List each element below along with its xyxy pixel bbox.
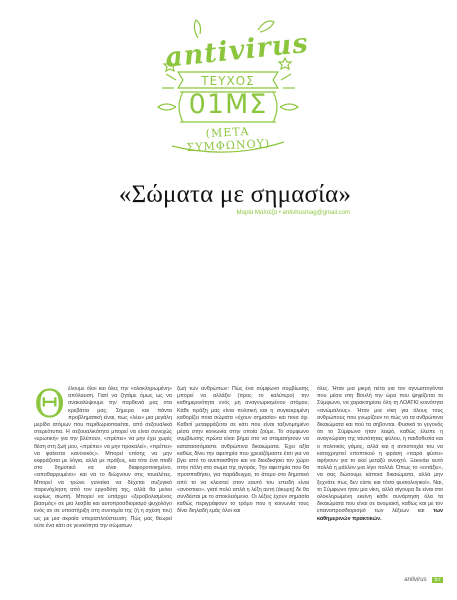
emblem-brand: antivirus bbox=[163, 27, 311, 74]
article-byline: Μαρία Μαλτέζα • antivirusmag@gmail.com bbox=[236, 210, 350, 216]
column-3-text: όλες. Ήταν μια μικρή πέτα για τον αγνωστογόντα που μέσα στη Βουλή την ώρα που ψηφίζεται το Σύμφωνο, να χαρακτηρίσει όλη τη ΛΟΑΤΚΙ κοινότητα «ανώμαλους». Ήταν μια νίκη για όλους τους ανθρώπους που γνωρίζουν το πώς να τα ανθρώπινα δικαιώματα και πού τα σήβονται. Φυσικά το γεγονός ότι το Σύμφωνο ήταν λειψό, καθώς έλειπε η αναγνώριση της ταυτότητας φύλου, η παιδοθεσία και ο πολιτικός γάμος, αλλά και η αντιστοιχία του να καταχρηστεί εποπτικού η φράση «παρά φύσει» αφήνουν για το εκεί μεταξύ ανοιχτό. Ξεκινάει αυτό πολλά η μάλλον μια λίγο πολλά. Όπως το «εντάξει», να σας δώσουμε κάποια δικαιώματα, αλλά μην ξεχνάτε πως δεν είστε και τόσο φυσιολογικοί». Ναι, το Σύμφωνο ήταν μια νίκη, αλλά σίγουρα δε είναι στο ολοκληρωμένη εκείνη κάθε συνάρτηση όλα τα δικαιώματα που είναι σε ανομιακή, καθώς και με τον επανοπροσδιορισμό των λέξεων και bbox=[317, 386, 444, 515]
page-number: 57 bbox=[434, 577, 441, 583]
emblem-issue-number: 01ΜΣ bbox=[188, 89, 268, 120]
column-3-bold-ending: των καθημερινών πρακτικών. bbox=[317, 508, 443, 522]
emblem-subtitle: (ΜΕΤΑ ΣΥΜΦΩΝΟΥ) bbox=[186, 124, 271, 155]
column-2-text: ζωή των ανθρώπων: Πώς ένα σύμφωνο συμβίωσης μπορεί να αλλάξει (προς το καλύτερο) την καθημερινότητα ενός μη αναγνωρισμένου ατόμου; Κάθε πράξη μας είναι πολιτική και η συγκεκριμένη καθορίζει ποια σώματα «έχουν σημασία» και ποια όχι. Καθετί μεταφράζεται σε κάτι που είναι ταξινομημένο μέσα στην κοινωνία στην οποία ζούμε. Το σύμφωνο συμβίωσης πρώτα είναι βήμα στο να σταματήσουν να κατατασσόμαστε ανθρώπινα δικαιώματα. Έχει αξία καθώς δίνει την αφετηρία που χρειαζόμαστε έτσι για να βγει από το ανεπαισθητο και να διεκδικήσει τον χώρο στην πόλη στο σωμα της αγοράς. Την αφετηρία που θα προσπαθήσει, για παράδειγμα, το άτομο στο δημοτικό από το να κλειστεί στον εαυτό του επειδή είναι «ανοστικο», γιατί πολύ απλά η λέξη αυτή (άκυρη) δε θα συνδέεται με το αποκλειόμενο. Οι λέξεις έχουν σημασία καθώς περιγράφουν το τρόμο που η κοινωνία τους δίνει διηλαδή εμάς όλοι και bbox=[177, 386, 309, 515]
article-body bbox=[0, 382, 457, 576]
footer-brand: antivirus bbox=[404, 577, 427, 583]
page-footer bbox=[404, 577, 443, 583]
article-title: «Σώματα με σημασία» bbox=[118, 181, 352, 208]
body-column-1 bbox=[34, 382, 172, 530]
emblem-issue-word: ΤΕΥΧΟΣ bbox=[201, 74, 255, 88]
body-column-3 bbox=[317, 386, 443, 523]
drop-cap: Θ bbox=[34, 382, 66, 426]
column-1-text: έλουμε όλοι και όλες την «ολοκληρωμένη» απόλαυση. Γιατί να ζητάμε όμως ως να ανακαλύψουμε την παρθενιά μας στα κρεβάτια μας; Σήμερα και πάντα προβληματική είναι, πως «λέει» μια μεγάλη μερίδα ατόμων που περιθωριοποιείται, από σεξουαλικά στερεότυπα. Η σεξουαλικότητα μπορεί να είναι συνεχώς «ερωτική» για την βλέπουν, «πρέπει» να μην έχει χωρίς θέση στη ζωή μου, «πρέπει» να μην προκαλεί», «πρέπει» να φαίνεται κανονικός». Μπορεί επίσης να μην εκφράζεται με λόγια, αλλά με πράξεις, και τότε ένα παιδί στο δημοτικό να είναι διαφοροποιημένο, «αποθαρρυμένο» και να το διώχνουν στις τουαλέτες. Μπορεί να τρώνε γυναίκα να δέχεται συζυγικό παρενόχληση από τον εργοδότη της, αλλά θα μείνει κυρίως σιωπή. Μπορεί να υπάρχει «ξεροβολισμένος βιασμός» σε μια λεσβία και αυτοπροσδιορισμό ψυχολόγο ενός αν σε υποστήριξη στη συντομία της (ή η σχέση του) ως με μια ακραία υπεραπλούστευση. Πώς μας θεωρεί ούτε ένα κάτι σε γενικότητα την σώματων bbox=[34, 386, 172, 529]
body-column-2 bbox=[177, 386, 309, 516]
issue-emblem bbox=[0, 0, 457, 170]
